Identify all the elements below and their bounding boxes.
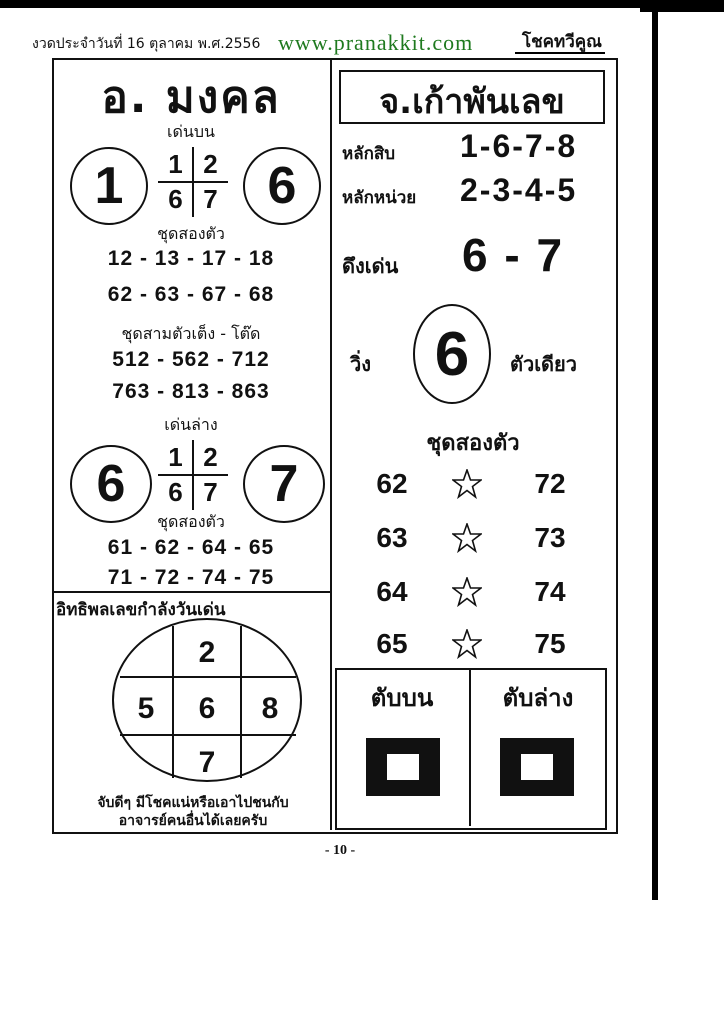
single-digit-oval: [413, 304, 491, 404]
three-digit-line: 763 - 813 - 863: [112, 380, 270, 403]
grid-cell: 1: [168, 149, 183, 179]
grid-vline: [192, 440, 194, 510]
page-number: - 10 -: [324, 843, 356, 858]
top-right-digit-circle: [243, 147, 321, 225]
highlight-value: 6 - 7: [462, 229, 565, 281]
pair-right: 73: [534, 522, 566, 553]
influence-right: 8: [261, 692, 279, 725]
top-digit-grid: [158, 147, 228, 217]
brand-underline: [515, 52, 605, 54]
bottom-right-digit: 7: [269, 455, 299, 513]
pair-left: 65: [376, 628, 408, 659]
two-digit-line: 12 - 13 - 17 - 18: [107, 247, 275, 270]
page-edge-right: [652, 0, 658, 900]
influence-grid-line: [120, 734, 296, 736]
bottom-section-label: เด่นล่าง: [164, 415, 218, 434]
pair-right: 75: [534, 628, 566, 659]
row-label: หลักหน่วย: [342, 188, 417, 208]
left-title: อ. มงคล: [101, 72, 281, 123]
single-left-label: วิ่ง: [350, 352, 371, 376]
single-digit: 6: [434, 319, 470, 389]
single-right-label: ตัวเดียว: [510, 352, 577, 376]
influence-bottom: 7: [198, 746, 216, 779]
grid-cell: 1: [168, 442, 183, 472]
tub-top-square: [366, 738, 440, 796]
pair-right: 74: [534, 576, 566, 607]
right-title: จ.เก้าพันเลข: [379, 82, 565, 122]
top-section-label: เด่นบน: [167, 122, 215, 141]
pair-right: 72: [534, 468, 566, 499]
three-digit-line: 512 - 562 - 712: [112, 348, 270, 371]
three-digit-label: ชุดสามตัวเต็ง - โต๊ด: [121, 324, 261, 343]
footer-note: อาจารย์คนอื่นได้เลยครับ: [118, 813, 268, 829]
footer-note: จับดีๆ มีโชคแน่หรือเอาไปชนกับ: [97, 795, 289, 811]
influence-title: อิทธิพลเลขกำลังวันเด่น: [56, 600, 226, 620]
grid-cell: 2: [203, 149, 218, 179]
pair-left: 62: [376, 468, 408, 499]
star-icon: [452, 577, 482, 607]
tub-bottom-label: ตับล่าง: [502, 684, 574, 712]
tub-bottom-square: [500, 738, 574, 796]
column-divider: [330, 58, 332, 830]
grid-cell: 6: [168, 184, 183, 214]
row-label: หลักสิบ: [342, 144, 396, 164]
two-digit-label-2: ชุดสองตัว: [157, 512, 225, 531]
tub-top-label: ตับบน: [370, 684, 434, 712]
highlight-label: ดึงเด่น: [342, 254, 399, 278]
section-separator: [52, 591, 330, 593]
two-digit-line-2: 71 - 72 - 74 - 75: [107, 566, 275, 589]
grid-vline: [192, 147, 194, 217]
pairs-label: ชุดสองตัว: [426, 431, 520, 456]
grid-cell: 7: [203, 477, 218, 507]
star-icon: [452, 523, 482, 553]
pair-left: 64: [376, 576, 408, 607]
grid-cell: 7: [203, 184, 218, 214]
two-digit-line-2: 61 - 62 - 64 - 65: [107, 536, 275, 559]
header-url[interactable]: www.pranakkit.com: [278, 30, 474, 55]
grid-cell: 2: [203, 442, 218, 472]
influence-top: 2: [198, 636, 216, 669]
header-brand: โชคทวีคูณ: [522, 32, 602, 52]
pair-left: 63: [376, 522, 408, 553]
two-digit-label: ชุดสองตัว: [157, 224, 225, 243]
influence-grid-line: [172, 626, 174, 778]
row-value: 1-6-7-8: [460, 128, 578, 164]
influence-grid-line: [120, 676, 296, 678]
header-date: งวดประจำวันที่ 16 ตุลาคม พ.ศ.2556: [32, 36, 261, 52]
bottom-left-digit: 6: [96, 455, 126, 513]
star-icon: [452, 629, 482, 659]
top-left-digit: 1: [94, 157, 124, 215]
influence-center: 6: [198, 692, 216, 725]
grid-cell: 6: [168, 477, 183, 507]
two-digit-line: 62 - 63 - 67 - 68: [107, 283, 275, 306]
bottom-digit-grid: [158, 440, 228, 510]
influence-grid-line: [240, 626, 242, 778]
influence-left: 5: [137, 692, 155, 725]
page-edge: [0, 0, 724, 8]
influence-grid: [112, 618, 302, 782]
top-left-digit-circle: [70, 147, 148, 225]
row-value: 2-3-4-5: [460, 172, 578, 208]
star-icon: [452, 469, 482, 499]
top-right-digit: 6: [267, 157, 297, 215]
